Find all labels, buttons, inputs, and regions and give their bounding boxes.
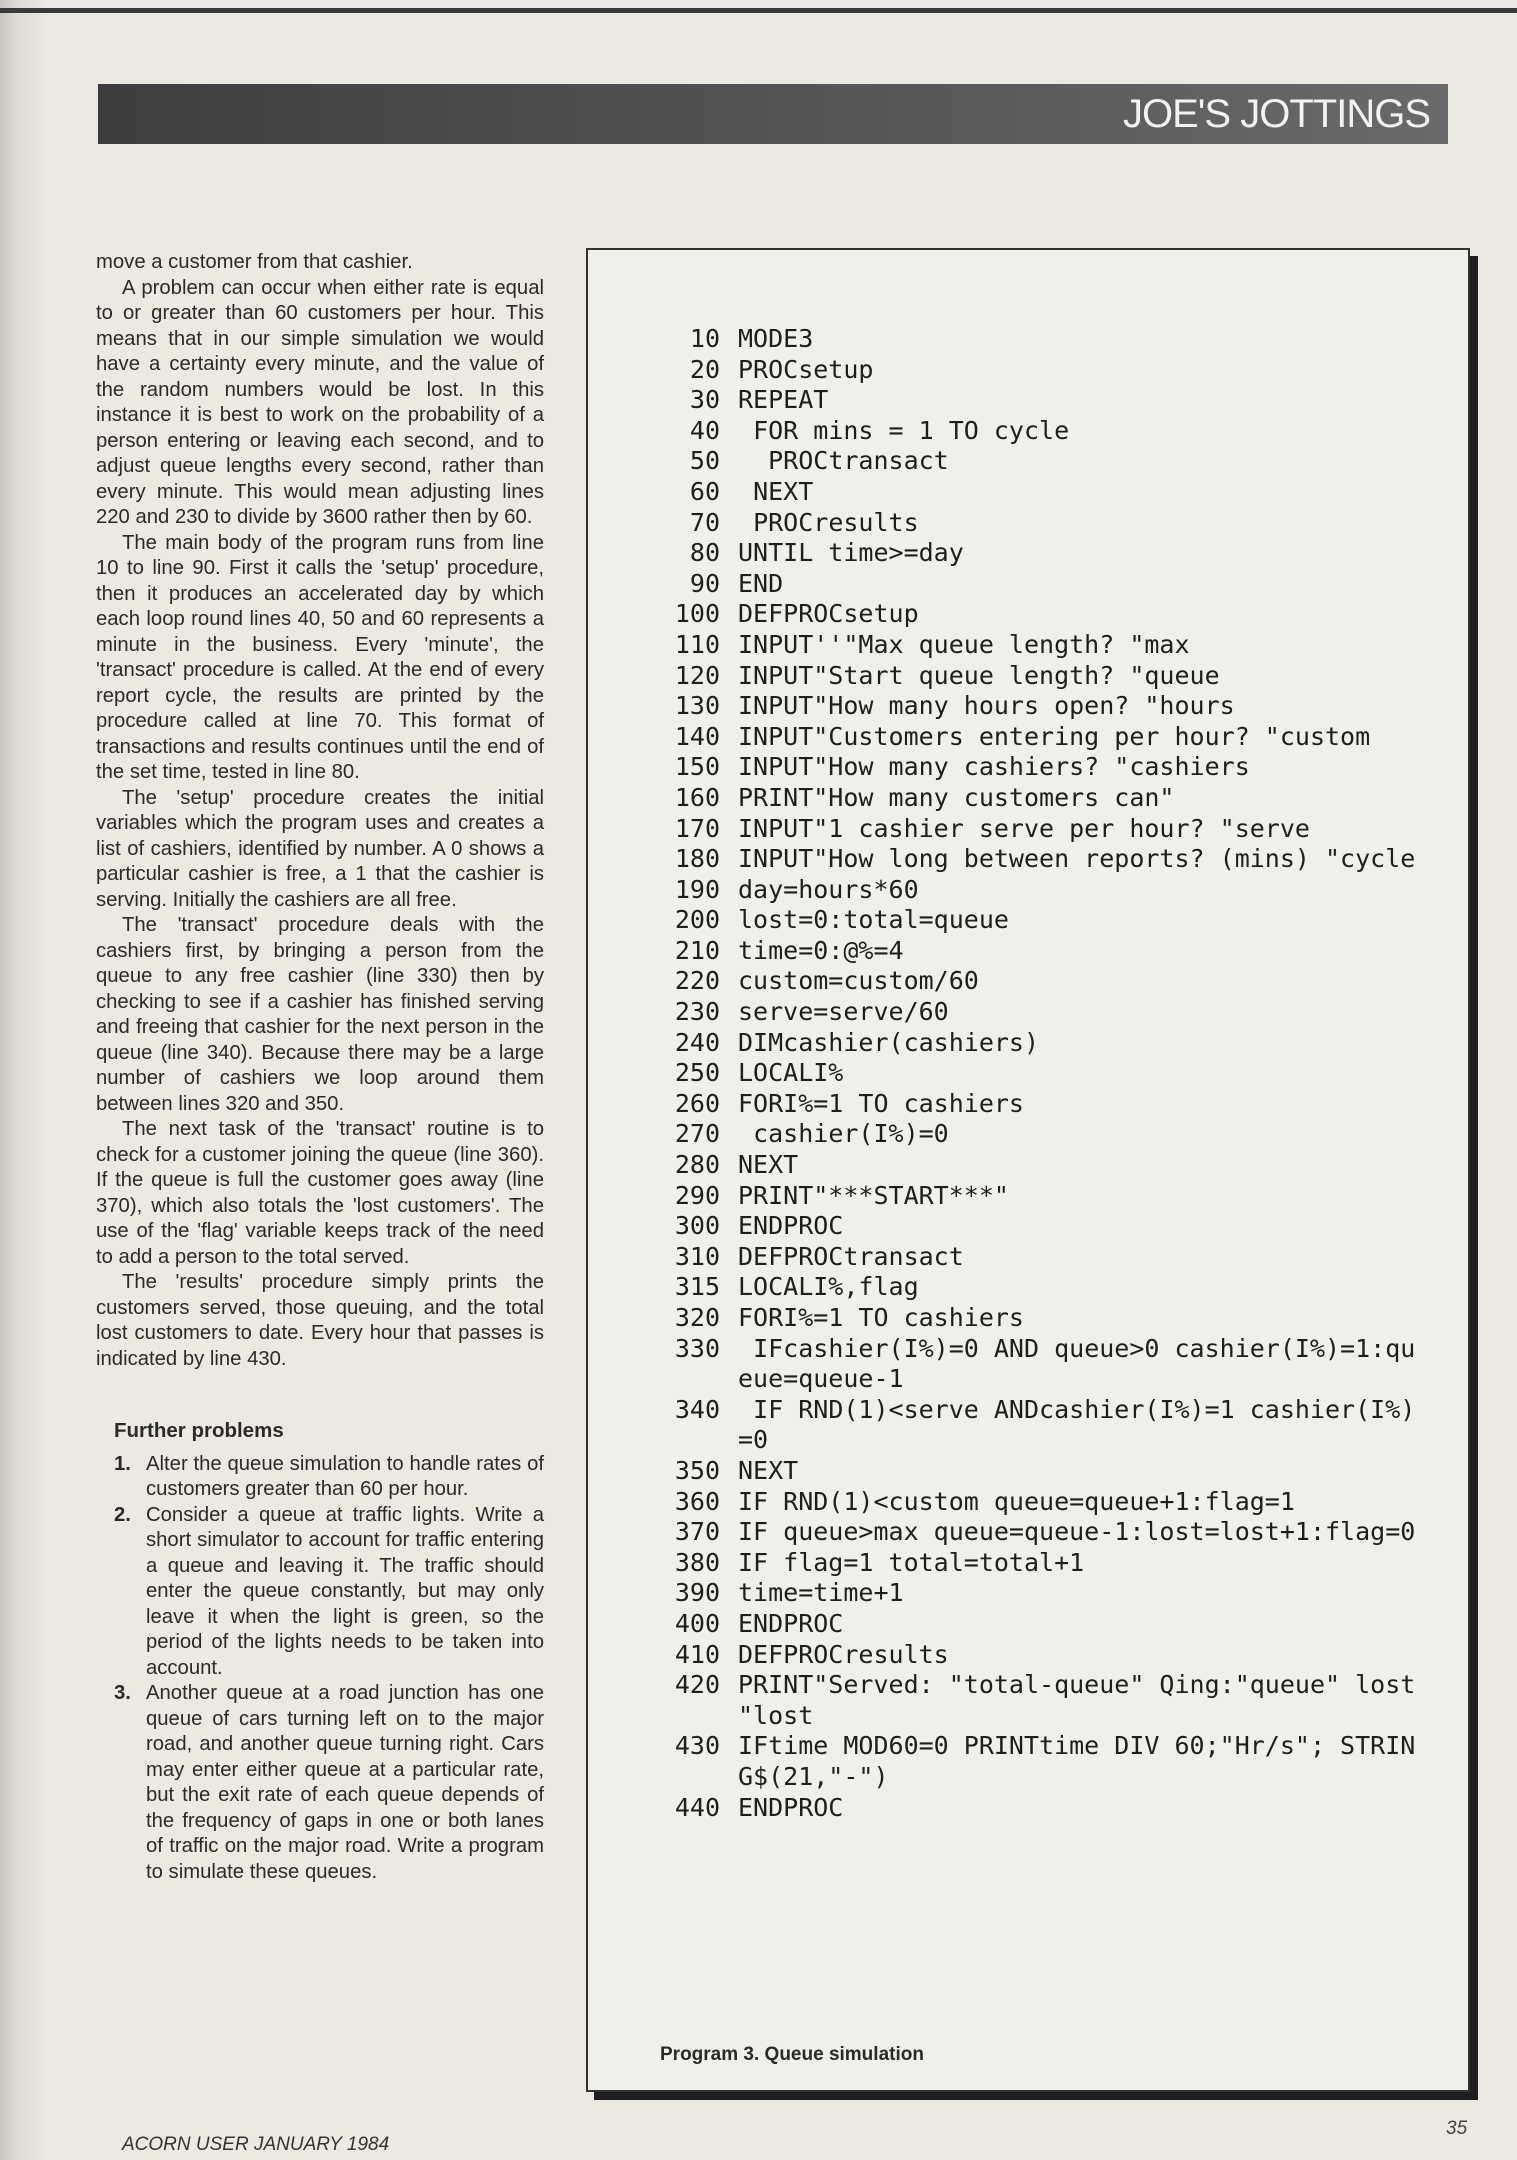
line-number: 300 bbox=[674, 1211, 720, 1241]
line-number: 170 bbox=[674, 813, 720, 843]
line-code: cashier(I%)=0 bbox=[738, 1119, 949, 1149]
line-number: 330 bbox=[674, 1333, 720, 1363]
code-line bbox=[638, 661, 1428, 692]
code-line bbox=[638, 599, 1428, 630]
code-line bbox=[638, 1456, 1428, 1487]
page-spine-shadow bbox=[0, 0, 48, 2160]
line-code: day=hours*60 bbox=[738, 874, 919, 904]
program-listing bbox=[638, 324, 1431, 1823]
line-number: 120 bbox=[674, 660, 720, 690]
line-code: MODE3 bbox=[738, 324, 814, 353]
code-line bbox=[638, 385, 1428, 416]
code-line bbox=[638, 1089, 1428, 1120]
code-line bbox=[638, 1793, 1428, 1824]
line-code: UNTIL time>=day bbox=[738, 538, 964, 568]
code-line bbox=[638, 355, 1428, 386]
line-number: 230 bbox=[674, 997, 720, 1027]
line-number: 290 bbox=[674, 1180, 720, 1210]
line-code: NEXT bbox=[738, 476, 814, 506]
line-number: 100 bbox=[674, 599, 720, 629]
line-number: 220 bbox=[674, 966, 720, 996]
line-number: 40 bbox=[689, 415, 720, 445]
line-number: 380 bbox=[674, 1547, 720, 1577]
line-number: 190 bbox=[674, 874, 720, 904]
line-code: DEFPROCresults bbox=[738, 1639, 949, 1669]
code-line bbox=[638, 1211, 1428, 1242]
code-line bbox=[638, 508, 1428, 539]
line-code: PRINT"Served: "total-queue" Qing:"queue" lost "lost bbox=[738, 1670, 1431, 1730]
line-code: DEFPROCtransact bbox=[738, 1241, 964, 1271]
line-number: 340 bbox=[674, 1394, 720, 1424]
code-line bbox=[638, 691, 1428, 722]
code-line bbox=[638, 446, 1428, 477]
line-code: IF flag=1 total=total+1 bbox=[738, 1547, 1085, 1577]
line-number: 370 bbox=[674, 1517, 720, 1547]
further-problems-heading: Further problems bbox=[114, 1419, 284, 1442]
line-code: IFcashier(I%)=0 AND queue>0 cashier(I%)=1:queue=queue-1 bbox=[738, 1333, 1416, 1394]
line-number: 350 bbox=[674, 1455, 720, 1485]
code-line bbox=[638, 936, 1428, 967]
code-line bbox=[638, 1640, 1428, 1671]
line-code: ENDPROC bbox=[738, 1792, 844, 1822]
problem-number: 3. bbox=[114, 1682, 131, 1704]
line-number: 160 bbox=[674, 782, 720, 812]
code-line bbox=[638, 1609, 1428, 1640]
code-line bbox=[638, 722, 1428, 753]
code-line bbox=[638, 1272, 1428, 1303]
line-code: INPUT"How long between reports? (mins) "cycle bbox=[738, 844, 1416, 874]
line-number: 390 bbox=[674, 1578, 720, 1608]
line-number: 20 bbox=[689, 354, 720, 384]
line-code: FOR mins = 1 TO cycle bbox=[738, 415, 1070, 445]
line-number: 10 bbox=[689, 324, 720, 353]
code-line bbox=[638, 1548, 1428, 1579]
problem-text: Another queue at a road junction has one queue of cars turning left on to the major road, and another queue turning right. Cars may enter either queue at a particular rate, but the exit rate of each queue depends of the frequency of gaps in one or both lanes of traffic on the major road. Write a program to simulate these queues. bbox=[146, 1682, 544, 1883]
line-code: PRINT"How many customers can" bbox=[738, 782, 1175, 812]
line-number: 250 bbox=[674, 1058, 720, 1088]
line-number: 260 bbox=[674, 1088, 720, 1118]
code-line bbox=[638, 783, 1428, 814]
line-code: INPUT"How many hours open? "hours bbox=[738, 691, 1235, 721]
page-number: 35 bbox=[1446, 2118, 1468, 2139]
line-number: 80 bbox=[689, 538, 720, 568]
code-line bbox=[638, 1517, 1428, 1548]
line-number: 270 bbox=[674, 1119, 720, 1149]
line-number: 130 bbox=[674, 691, 720, 721]
line-code: INPUT"Customers entering per hour? "custom bbox=[738, 721, 1371, 751]
paragraph: The main body of the program runs from line 10 to line 90. First it calls the 'setup' procedure, then it produces an accelerated day by which each loop round lines 40, 50 and 60 represents a minute in the business. Every 'minute', the 'transact' procedure is called. At the end of every report cycle, the results are printed by the procedure called at line 70. This format of transactions and results continues until the end of the set time, tested in line 80. bbox=[96, 531, 544, 783]
line-number: 400 bbox=[674, 1608, 720, 1638]
paragraph: The 'setup' procedure creates the initial variables which the program uses and creates a list of cashiers, identified by number. A 0 shows a particular cashier is free, a 1 that the cashier is serving. Initially the cashiers are all free. bbox=[96, 786, 544, 911]
code-line bbox=[638, 1119, 1428, 1150]
line-code: lost=0:total=queue bbox=[738, 905, 1009, 935]
line-code: time=time+1 bbox=[738, 1578, 904, 1608]
line-number: 150 bbox=[674, 752, 720, 782]
code-line bbox=[638, 1058, 1428, 1089]
line-code: DIMcashier(cashiers) bbox=[738, 1027, 1040, 1057]
paragraph: The next task of the 'transact' routine is to check for a customer joining the queue (line 360). If the queue is full the customer goes away (line 370), which also totals the 'lost customers'. The use of the 'flag' variable keeps track of the need to add a person to the total served. bbox=[96, 1118, 544, 1268]
code-line bbox=[638, 1181, 1428, 1212]
line-code: FORI%=1 TO cashiers bbox=[738, 1303, 1024, 1332]
line-code: NEXT bbox=[738, 1455, 799, 1485]
line-code: IF RND(1)<custom queue=queue+1:flag=1 bbox=[738, 1486, 1295, 1516]
problem-item bbox=[96, 1452, 544, 1503]
code-line bbox=[638, 814, 1428, 845]
line-code: INPUT''"Max queue length? "max bbox=[738, 629, 1190, 659]
line-number: 430 bbox=[674, 1731, 720, 1761]
line-number: 200 bbox=[674, 905, 720, 935]
section-title: JOE'S JOTTINGS bbox=[1123, 92, 1430, 136]
code-line bbox=[638, 905, 1428, 936]
problem-item bbox=[96, 1503, 544, 1682]
line-code: INPUT"How many cashiers? "cashiers bbox=[738, 752, 1250, 782]
line-number: 320 bbox=[674, 1303, 720, 1332]
code-line bbox=[638, 477, 1428, 508]
code-line bbox=[638, 997, 1428, 1028]
line-code: FORI%=1 TO cashiers bbox=[738, 1088, 1024, 1118]
line-code: PROCtransact bbox=[738, 446, 949, 476]
code-line bbox=[638, 1487, 1428, 1518]
line-number: 180 bbox=[674, 844, 720, 874]
problem-text: Consider a queue at traffic lights. Write a short simulator to account for traffic entering a queue and leaving it. The traffic should enter the queue constantly, but may only leave it when the light is green, so the period of the lights needs to be taken into account. bbox=[146, 1503, 544, 1679]
line-code: PROCsetup bbox=[738, 354, 874, 384]
line-code: ENDPROC bbox=[738, 1608, 844, 1638]
line-number: 440 bbox=[674, 1792, 720, 1822]
code-line bbox=[638, 1028, 1428, 1059]
code-line bbox=[638, 1670, 1431, 1731]
line-code: INPUT"1 cashier serve per hour? "serve bbox=[738, 813, 1310, 843]
line-number: 70 bbox=[689, 507, 720, 537]
line-code: IF RND(1)<serve ANDcashier(I%)=1 cashier(I%)=0 bbox=[738, 1394, 1416, 1455]
line-number: 140 bbox=[674, 721, 720, 751]
line-code: IFtime MOD60=0 PRINTtime DIV 60;"Hr/s"; STRING$(21,"-") bbox=[738, 1731, 1416, 1791]
line-number: 240 bbox=[674, 1027, 720, 1057]
line-code: custom=custom/60 bbox=[738, 966, 979, 996]
line-code: REPEAT bbox=[738, 385, 829, 415]
line-number: 210 bbox=[674, 935, 720, 965]
line-number: 110 bbox=[674, 629, 720, 659]
line-code: serve=serve/60 bbox=[738, 997, 949, 1027]
paragraph: move a customer from that cashier. bbox=[96, 251, 413, 273]
code-line bbox=[638, 966, 1428, 997]
line-code: PRINT"***START***" bbox=[738, 1180, 1009, 1210]
line-code: PROCresults bbox=[738, 507, 919, 537]
code-line bbox=[638, 1150, 1428, 1181]
code-line bbox=[638, 630, 1428, 661]
line-code: IF queue>max queue=queue-1:lost=lost+1:flag=0 bbox=[738, 1517, 1416, 1547]
line-code: time=0:@%=4 bbox=[738, 935, 904, 965]
code-line bbox=[638, 844, 1428, 875]
line-code: LOCALI% bbox=[738, 1058, 844, 1088]
listing-caption: Program 3. Queue simulation bbox=[660, 2044, 924, 2065]
publication-footer: ACORN USER JANUARY 1984 bbox=[122, 2134, 390, 2155]
code-line bbox=[638, 569, 1428, 600]
paragraph: A problem can occur when either rate is equal to or greater than 60 customers per hour. This means that in our simple simulation we would have a certainty every minute, and the value of the random numbers would be lost. In this instance it is best to work on the probability of a person entering or leaving each second, and to adjust queue lengths every second, rather than every minute. This would mean adjusting lines 220 and 230 to divide by 3600 rather then by 60. bbox=[96, 276, 544, 528]
problem-number: 1. bbox=[114, 1452, 131, 1475]
code-line bbox=[638, 1303, 1428, 1334]
line-code: DEFPROCsetup bbox=[738, 599, 919, 629]
code-line bbox=[638, 538, 1428, 569]
paragraph: The 'results' procedure simply prints the customers served, those queuing, and the total lost customers to date. Every hour that passes is indicated by line 430. bbox=[96, 1271, 544, 1370]
problems-list bbox=[96, 1452, 544, 1886]
problem-item bbox=[96, 1681, 544, 1885]
line-code: END bbox=[738, 568, 784, 598]
code-line bbox=[638, 1242, 1428, 1273]
code-line bbox=[638, 1395, 1428, 1456]
line-number: 310 bbox=[674, 1241, 720, 1271]
program-listing-box bbox=[586, 248, 1470, 2092]
code-line bbox=[638, 752, 1428, 783]
line-code: LOCALI%,flag bbox=[738, 1272, 919, 1302]
line-number: 50 bbox=[689, 446, 720, 476]
top-rule bbox=[0, 8, 1517, 13]
code-line bbox=[638, 875, 1428, 906]
problem-text: Alter the queue simulation to handle rates of customers greater than 60 per hour. bbox=[146, 1452, 544, 1500]
line-code: NEXT bbox=[738, 1150, 799, 1180]
code-line bbox=[638, 416, 1428, 447]
code-line bbox=[638, 1731, 1428, 1792]
code-line bbox=[638, 324, 1428, 355]
line-number: 280 bbox=[674, 1150, 720, 1180]
line-number: 410 bbox=[674, 1639, 720, 1669]
problem-number: 2. bbox=[114, 1503, 131, 1526]
line-number: 90 bbox=[689, 568, 720, 598]
paragraph: The 'transact' procedure deals with the cashiers first, by bringing a person from the queue to any free cashier (line 330) then by checking to see if a cashier has finished serving and freeing that cashier for the next person in the queue (line 340). Because there may be a large number of cashiers we loop around them between lines 320 and 350. bbox=[96, 914, 544, 1115]
line-number: 60 bbox=[689, 476, 720, 506]
line-code: INPUT"Start queue length? "queue bbox=[738, 660, 1220, 690]
code-line bbox=[638, 1578, 1428, 1609]
article-text-column bbox=[96, 250, 544, 1885]
section-header bbox=[98, 84, 1448, 144]
line-number: 420 bbox=[674, 1670, 720, 1700]
code-line bbox=[638, 1334, 1428, 1395]
line-number: 315 bbox=[674, 1272, 720, 1302]
line-code: ENDPROC bbox=[738, 1211, 844, 1241]
line-number: 30 bbox=[689, 385, 720, 415]
line-number: 360 bbox=[674, 1486, 720, 1516]
